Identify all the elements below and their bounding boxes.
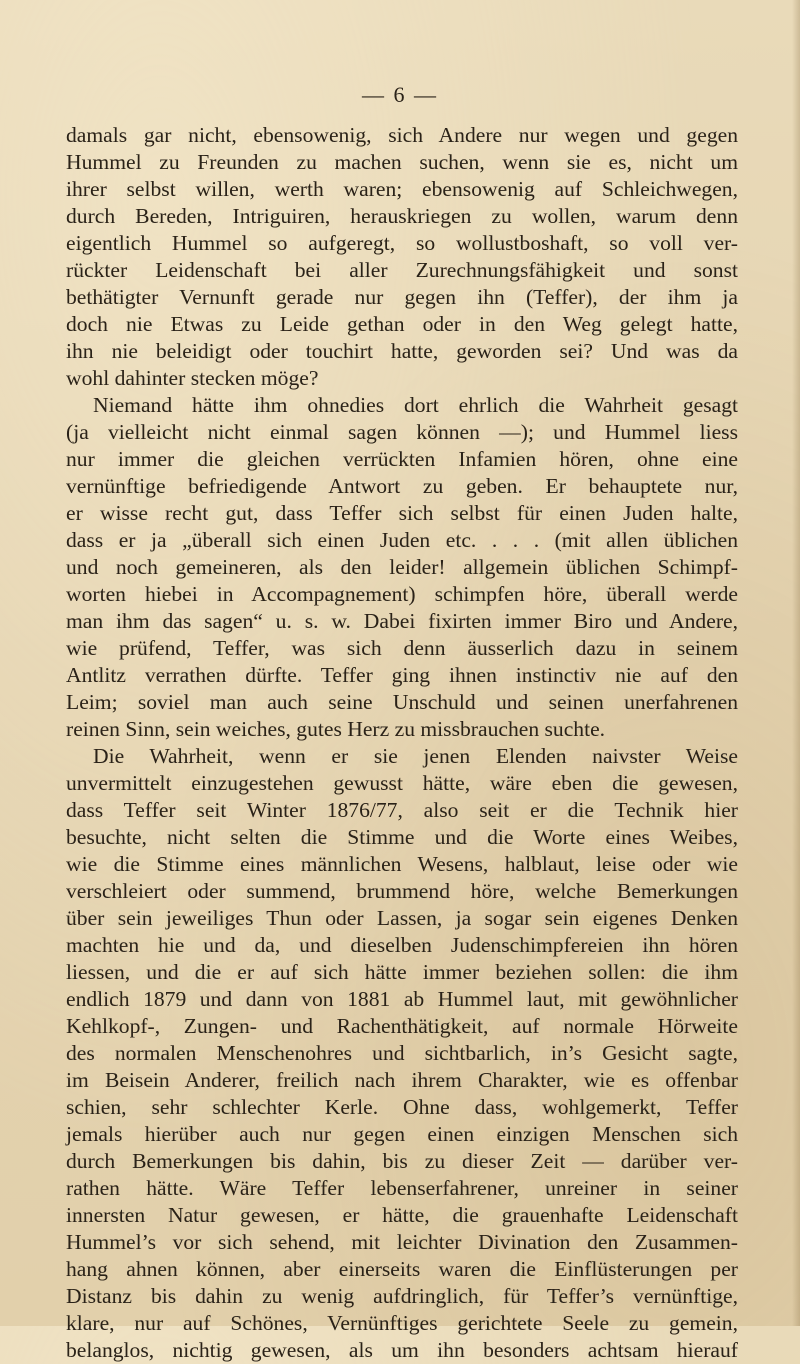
text-line: Hummel’s vor sich sehend, mit leichter Divination den Zusammen-	[66, 1230, 738, 1254]
text-line: innersten Natur gewesen, er hätte, die grauenhafte Leidenschaft	[66, 1203, 738, 1227]
text-line: durch Bereden, Intriguiren, herauskriegen zu wollen, warum denn	[66, 204, 738, 228]
text-line: worten hiebei in Accompagnement) schimpfen höre, überall werde	[66, 582, 738, 606]
text-line: und noch gemeineren, als den leider! allgemein üblichen Schimpf-	[66, 555, 738, 579]
text-line: wie die Stimme eines männlichen Wesens, halblaut, leise oder wie	[66, 852, 738, 876]
text-line: wie prüfend, Teffer, was sich denn äusserlich dazu in seinem	[66, 636, 738, 660]
text-line: endlich 1879 und dann von 1881 ab Hummel laut, mit gewöhnlicher	[66, 987, 738, 1011]
text-line: belanglos, nichtig gewesen, als um ihn besonders achtsam hierauf	[66, 1338, 738, 1362]
text-line: Hummel zu Freunden zu machen suchen, wenn sie es, nicht um	[66, 150, 738, 174]
text-line: er wisse recht gut, dass Teffer sich selbst für einen Juden halte,	[66, 501, 738, 525]
text-line: machten hie und da, und dieselben Judenschimpfereien ihn hören	[66, 933, 738, 957]
text-line: doch nie Etwas zu Leide gethan oder in den Weg gelegt hatte,	[66, 312, 738, 336]
text-line: (ja vielleicht nicht einmal sagen können —); und Hummel liess	[66, 420, 738, 444]
text-line: bethätigter Vernunft gerade nur gegen ihn (Teffer), der ihm ja	[66, 285, 738, 309]
text-line: unvermittelt einzugestehen gewusst hätte, wäre eben die gewesen,	[66, 771, 738, 795]
text-line: Leim; soviel man auch seine Unschuld und seinen unerfahrenen	[66, 690, 738, 714]
text-line: ihrer selbst willen, werth waren; ebensowenig auf Schleichwegen,	[66, 177, 738, 201]
text-line: schien, sehr schlechter Kerle. Ohne dass, wohlgemerkt, Teffer	[66, 1095, 738, 1119]
text-line: rathen hätte. Wäre Teffer lebenserfahrener, unreiner in seiner	[66, 1176, 738, 1200]
text-line: Distanz bis dahin zu wenig aufdringlich, für Teffer’s vernünftige,	[66, 1284, 738, 1308]
text-line: man ihm das sagen“ u. s. w. Dabei fixirten immer Biro und Andere,	[66, 609, 738, 633]
text-line: ihn nie beleidigt oder touchirt hatte, geworden sei? Und was da	[66, 339, 738, 363]
text-line: durch Bemerkungen bis dahin, bis zu dieser Zeit — darüber ver-	[66, 1149, 738, 1173]
text-line: Die Wahrheit, wenn er sie jenen Elenden naivster Weise	[93, 744, 738, 768]
text-line: im Beisein Anderer, freilich nach ihrem Charakter, wie es offenbar	[66, 1068, 738, 1092]
text-line: eigentlich Hummel so aufgeregt, so wollustboshaft, so voll ver-	[66, 231, 738, 255]
text-line: wohl dahinter stecken möge?	[66, 366, 319, 390]
text-line: dass Teffer seit Winter 1876/77, also seit er die Technik hier	[66, 798, 738, 822]
text-line: hang ahnen können, aber einerseits waren die Einflüsterungen per	[66, 1257, 738, 1281]
text-line: reinen Sinn, sein weiches, gutes Herz zu missbrauchen suchte.	[66, 717, 606, 741]
text-line: dass er ja „überall sich einen Juden etc. . . . (mit allen üblichen	[66, 528, 738, 552]
text-line: jemals hierüber auch nur gegen einen einzigen Menschen sich	[66, 1122, 738, 1146]
text-line: Antlitz verrathen dürfte. Teffer ging ihnen instinctiv nie auf den	[66, 663, 738, 687]
text-line: über sein jeweiliges Thun oder Lassen, ja sogar sein eigenes Denken	[66, 906, 738, 930]
text-line: besuchte, nicht selten die Stimme und die Worte eines Weibes,	[66, 825, 738, 849]
text-line: liessen, und die er auf sich hätte immer beziehen sollen: die ihm	[66, 960, 738, 984]
text-line: Kehlkopf-, Zungen- und Rachenthätigkeit, auf normale Hörweite	[66, 1014, 738, 1038]
text-line: nur immer die gleichen verrückten Infamien hören, ohne eine	[66, 447, 738, 471]
text-line: rückter Leidenschaft bei aller Zurechnungsfähigkeit und sonst	[66, 258, 738, 282]
text-line: des normalen Menschenohres und sichtbarlich, in’s Gesicht sagte,	[66, 1041, 738, 1065]
page-edge-shadow	[792, 0, 800, 1326]
text-line: klare, nur auf Schönes, Vernünftiges gerichtete Seele zu gemein,	[66, 1311, 738, 1335]
body-text	[66, 122, 738, 1364]
text-line: vernünftige befriedigende Antwort zu geben. Er behauptete nur,	[66, 474, 738, 498]
text-line: damals gar nicht, ebensowenig, sich Andere nur wegen und gegen	[66, 123, 738, 147]
page-number: — 6 —	[362, 82, 438, 107]
text-line: verschleiert oder summend, brummend höre, welche Bemerkungen	[66, 879, 738, 903]
text-line: Niemand hätte ihm ohnedies dort ehrlich die Wahrheit gesagt	[93, 393, 738, 417]
